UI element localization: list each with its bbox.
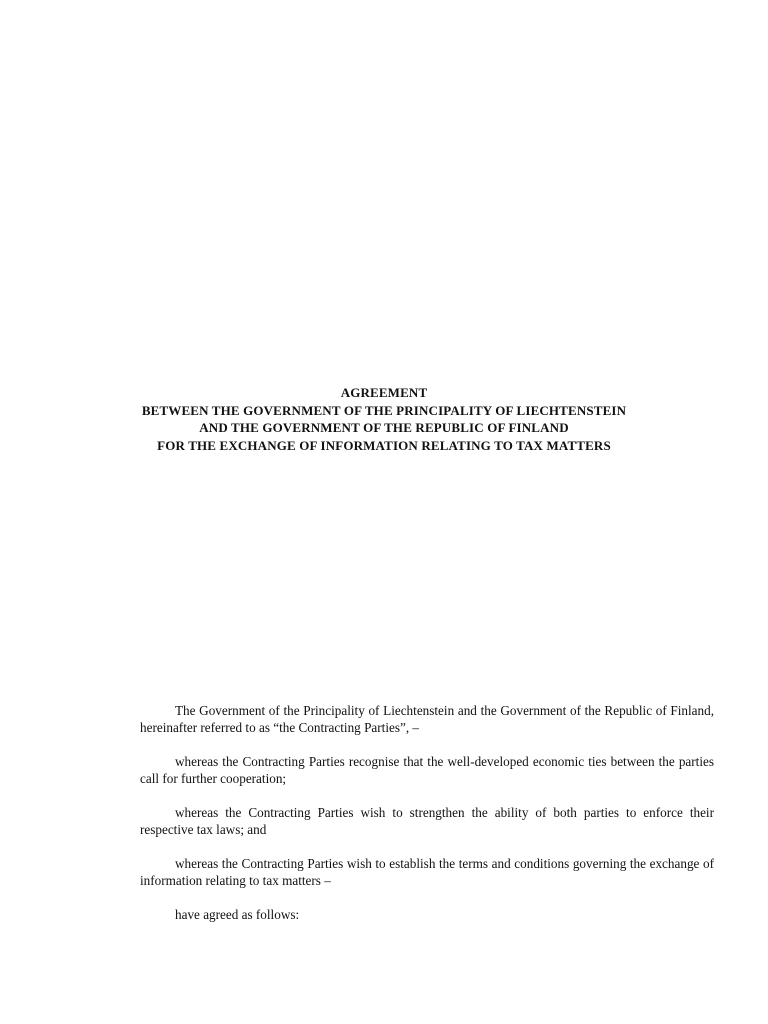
- title-line-for: FOR THE EXCHANGE OF INFORMATION RELATING TO TAX MATTERS: [157, 437, 611, 453]
- title-line-between: BETWEEN THE GOVERNMENT OF THE PRINCIPALITY OF LIECHTENSTEIN: [141, 402, 627, 418]
- preamble-paragraph-economic-ties: whereas the Contracting Parties recognise that the well-developed economic ties between the parties call for further cooperation;: [140, 754, 714, 786]
- preamble-paragraph-parties: The Government of the Principality of Liechtenstein and the Government of the Republic of Finland, hereinafter referred to as “the Contracting Parties”, –: [140, 703, 714, 735]
- preamble-paragraph-tax-laws: whereas the Contracting Parties wish to strengthen the ability of both parties to enforce their respective tax laws; and: [140, 805, 714, 837]
- title-line-agreement: AGREEMENT: [340, 385, 428, 400]
- preamble: [140, 702, 714, 923]
- agreement-title: [0, 384, 768, 454]
- title-line-and: AND THE GOVERNMENT OF THE REPUBLIC OF FINLAND: [199, 420, 569, 435]
- preamble-paragraph-agreed: have agreed as follows:: [175, 907, 300, 922]
- preamble-paragraph-terms: whereas the Contracting Parties wish to establish the terms and conditions governing the exchange of information relating to tax matters –: [140, 856, 714, 888]
